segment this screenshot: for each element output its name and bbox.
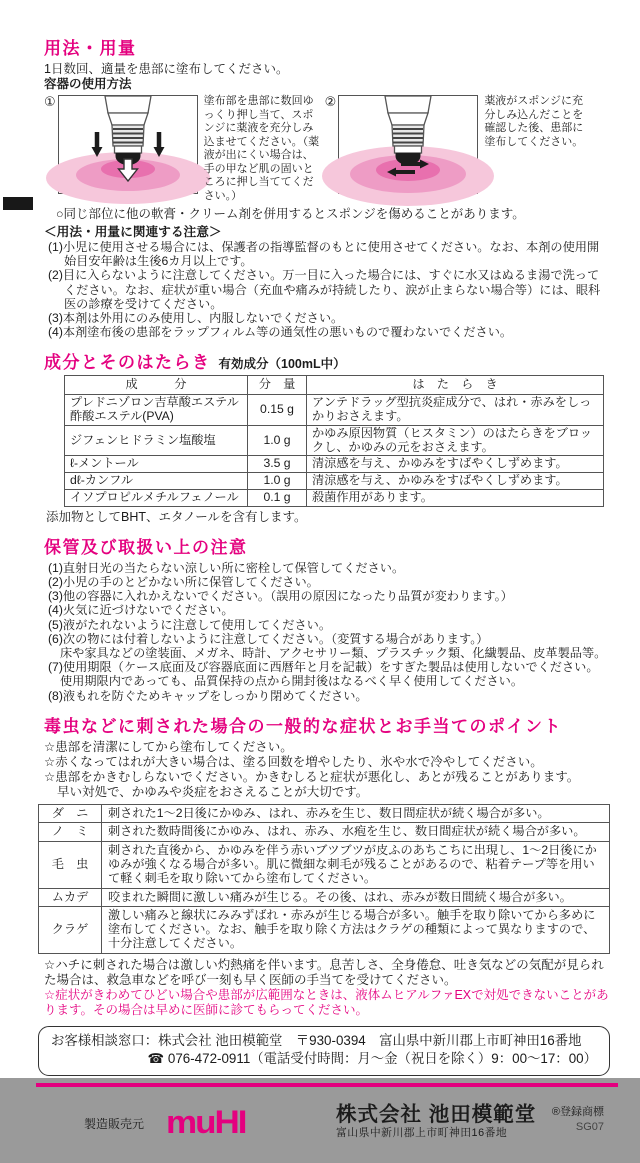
customer-service-box	[38, 1026, 610, 1076]
usage-note: (1)小児に使用させる場合には、保護者の指導監督のもとに使用させてください。なお、本剤の使用開始目安年齢は生後6カ月以上です。	[48, 240, 600, 269]
storage-note: (5)液がたれないように注意して使用してください。	[48, 617, 332, 632]
ingredient-qty: 3.5 g	[248, 456, 307, 473]
care-tip: ☆赤くなってはれが大きい場合は、塗る回数を増やしたり、氷や水で冷やしてください。	[44, 755, 543, 770]
trademark-block	[552, 1105, 604, 1135]
ingredient-action: 清涼感を与え、かゆみをすばやくしずめます。	[307, 456, 604, 473]
step2-text: 薬液がスポンジに充分しみ込んだことを確認した後、患部に塗布してください。	[484, 95, 584, 148]
ingredient-action: 清涼感を与え、かゆみをすばやくしずめます。	[307, 473, 604, 490]
ingredient-name: イソプロピルメチルフェノール	[65, 490, 248, 507]
bottle-rub-icon	[339, 96, 477, 193]
insect-symptoms: 刺された数時間後にかゆみ、はれ、赤み、水疱を生じ、数日間症状が続く場合が多い。	[102, 823, 610, 842]
additives-note: 添加物としてBHT、エタノールを含有します。	[46, 509, 307, 524]
dosage-text: 1日数回、適量を患部に塗布してください。	[44, 62, 289, 76]
ingredient-action: 殺菌作用があります。	[307, 490, 604, 507]
table-row	[65, 490, 604, 507]
usage-section-title: 用法・用量	[44, 39, 137, 58]
bee-warning: ☆ハチに刺された場合は激しい灼熱痛を伴います。息苦しさ、全身倦怠、吐き気などの気配が見られた場合は、救急車などを呼び一刻も早く医師の手当てを受けてください。	[44, 957, 604, 988]
registered-trademark-label: ®登録商標	[551, 1105, 604, 1118]
ingredient-name: ジフェンヒドラミン塩酸塩	[65, 425, 248, 456]
table-row	[65, 473, 604, 490]
ingredients-section-title: 成分とそのはたらき	[44, 353, 211, 373]
storage-note: (4)火気に近づけないでください。	[48, 603, 234, 618]
care-tip: ☆患部をかきむしらないでください。かきむしると症状が悪化し、あとが残ることがあります。	[44, 770, 580, 785]
table-row	[39, 907, 610, 953]
table-row	[39, 888, 610, 907]
col-header-quantity: 分 量	[248, 376, 307, 395]
insect-symptom-table	[38, 804, 610, 954]
usage-note: (4)本剤塗布後の患部をラップフィルム等の通気性の悪いもので覆わないでください。	[48, 325, 513, 340]
insect-name: ダ ニ	[39, 804, 102, 823]
active-ingredients-label: 有効成分（100mL中）	[218, 357, 346, 372]
storage-note: (6)次の物には付着しないように注意してください。（変質する場合があります。）	[48, 631, 489, 646]
ingredients-heading	[44, 348, 610, 373]
container-usage-label: 容器の使用方法	[44, 77, 132, 91]
table-row	[39, 823, 610, 842]
ingredient-qty: 0.15 g	[248, 395, 307, 426]
ingredients-table	[64, 375, 604, 506]
col-header-action: は た ら き	[307, 376, 604, 395]
storage-note-detail: 床や家具などの塗装面、メガネ、時計、アクセサリー類、プラスチック類、化繊製品、皮革製品等。	[60, 646, 607, 661]
storage-note: (2)小児の手のとどかない所に保管してください。	[48, 575, 319, 589]
insect-symptoms: 刺された直後から、かゆみを伴う赤いブツブツが皮ふのあちこちに出現し、1～2日後にかゆみが強くなる場合が多い。肌に微細な刺毛が残ることがあるので、粘着テープ等を用いて軽く刺毛を取り除いてから塗布してください。	[102, 842, 610, 888]
applicator-press-illustration	[58, 95, 198, 194]
ingredient-action: かゆみ原因物質（ヒスタミン）のはたらきをブロックし、かゆみの元をおさえます。	[307, 425, 604, 456]
table-row	[39, 842, 610, 888]
insect-name: ムカデ	[39, 888, 102, 907]
ingredients-header-row	[65, 376, 604, 395]
storage-note: (3)他の容器に入れかえないでください。（誤用の原因になったり品質が変わります。）	[48, 589, 513, 604]
customer-service-phone: ☎ 076-472-0911（電話受付時間：月～金（祝日を除く）9：00～17：00）	[147, 1051, 597, 1067]
usage-note: (3)本剤は外用にのみ使用し、内服しないでください。	[48, 311, 344, 326]
severe-symptoms-warning: ☆症状がきわめてひどい場合や患部が広範囲なときは、液体ムヒアルファEXで対処できないことがあります。その場合は早めに医師に診てもらってください。	[44, 988, 609, 1018]
muhi-logo: muHI	[166, 1104, 246, 1141]
storage-note: (8)液もれを防ぐためキャップをしっかり閉めてください。	[48, 688, 368, 703]
table-row	[39, 804, 610, 823]
insect-symptoms: 激しい痛みと線状にみみずばれ・赤みが生じる場合が多い。触手を取り除いてから多めに塗布してください。なお、触手を取り除く方法はクラゲの種類によって異なりますので、十分注意してください。	[102, 907, 610, 953]
ingredient-qty: 1.0 g	[248, 473, 307, 490]
col-header-ingredient: 成 分	[65, 376, 248, 395]
print-code: SG07	[575, 1120, 604, 1133]
print-registration-mark	[3, 197, 33, 210]
ingredient-qty: 1.0 g	[248, 425, 307, 456]
insect-section-title: 毒虫などに刺された場合の一般的な症状とお手当てのポイント	[44, 716, 562, 736]
customer-service-address: お客様相談窓口：株式会社 池田模範堂 〒930-0394 富山県中新川郡上市町神田16番地	[51, 1032, 582, 1048]
storage-note-detail: 使用期限内であっても、品質保持の点から開封後はなるべく早く使用してください。	[60, 674, 524, 689]
footer-divider	[36, 1083, 618, 1087]
company-name: 株式会社 池田模範堂	[336, 1102, 537, 1126]
seller-label: 製造販売元	[84, 1116, 145, 1131]
table-row	[65, 425, 604, 456]
storage-note: (7)使用期限（ケース底面及び容器底面に西暦年と月を記載）をすぎた製品は使用しないでください。	[48, 660, 599, 675]
company-address: 富山県中新川郡上市町神田16番地	[336, 1126, 508, 1139]
usage-note: (2)目に入らないように注意してください。万一目に入った場合には、すぐに水又はぬるま湯で洗ってください。なお、症状が重い場合（充血や痛みが持続したり、涙が止まらない場合等）には、眼科医の診療を受けてください。	[48, 268, 601, 311]
table-row	[65, 395, 604, 426]
applicator-apply-illustration	[338, 95, 478, 194]
care-tip: ☆患部を清潔にしてから塗布してください。	[44, 739, 293, 754]
usage-notes-title: ＜用法・用量に関連する注意＞	[44, 225, 222, 239]
label-content	[44, 34, 610, 1163]
insect-symptoms: 咬まれた瞬間に激しい痛みが生じる。その後、はれ、赤みが数日間続く場合が多い。	[102, 888, 610, 907]
usage-illustrations	[44, 95, 610, 203]
insect-symptoms: 刺された1～2日後にかゆみ、はれ、赤みを生じ、数日間症状が続く場合が多い。	[102, 804, 610, 823]
sponge-caution: ○同じ部位に他の軟膏・クリーム剤を併用するとスポンジを傷めることがあります。	[56, 207, 525, 221]
table-row	[65, 456, 604, 473]
care-tip-continuation: 早い対処で、かゆみや炎症をおさえることが大切です。	[57, 785, 369, 800]
manufacturer-footer	[44, 1103, 610, 1163]
ingredient-qty: 0.1 g	[248, 490, 307, 507]
insect-name: クラゲ	[39, 907, 102, 953]
step2-marker: ②	[324, 94, 337, 109]
ingredient-name: dℓ-カンフル	[65, 473, 248, 490]
ingredient-name: ℓ-メントール	[65, 456, 248, 473]
insect-name: 毛 虫	[39, 842, 102, 888]
insect-name: ノ ミ	[39, 823, 102, 842]
storage-section-title: 保管及び取扱い上の注意	[44, 537, 248, 557]
storage-note: (1)直射日光の当たらない涼しい所に密栓して保管してください。	[48, 560, 405, 575]
ingredient-action: アンテドラッグ型抗炎症成分で、はれ・赤みをしっかりおさえます。	[307, 395, 604, 426]
step1-text: 塗布部を患部に数回ゆっくり押し当て、スポンジに薬液を充分しみ込ませてください。（薬液が出にくい場合は、手の甲など肌の固いところに押し当ててください。）	[203, 95, 320, 202]
step1-marker: ①	[44, 94, 56, 109]
ingredient-name: プレドニゾロン吉草酸エステル酢酸エステル(PVA)	[65, 395, 248, 426]
bottle-press-icon	[59, 96, 197, 193]
company-block	[336, 1103, 536, 1140]
